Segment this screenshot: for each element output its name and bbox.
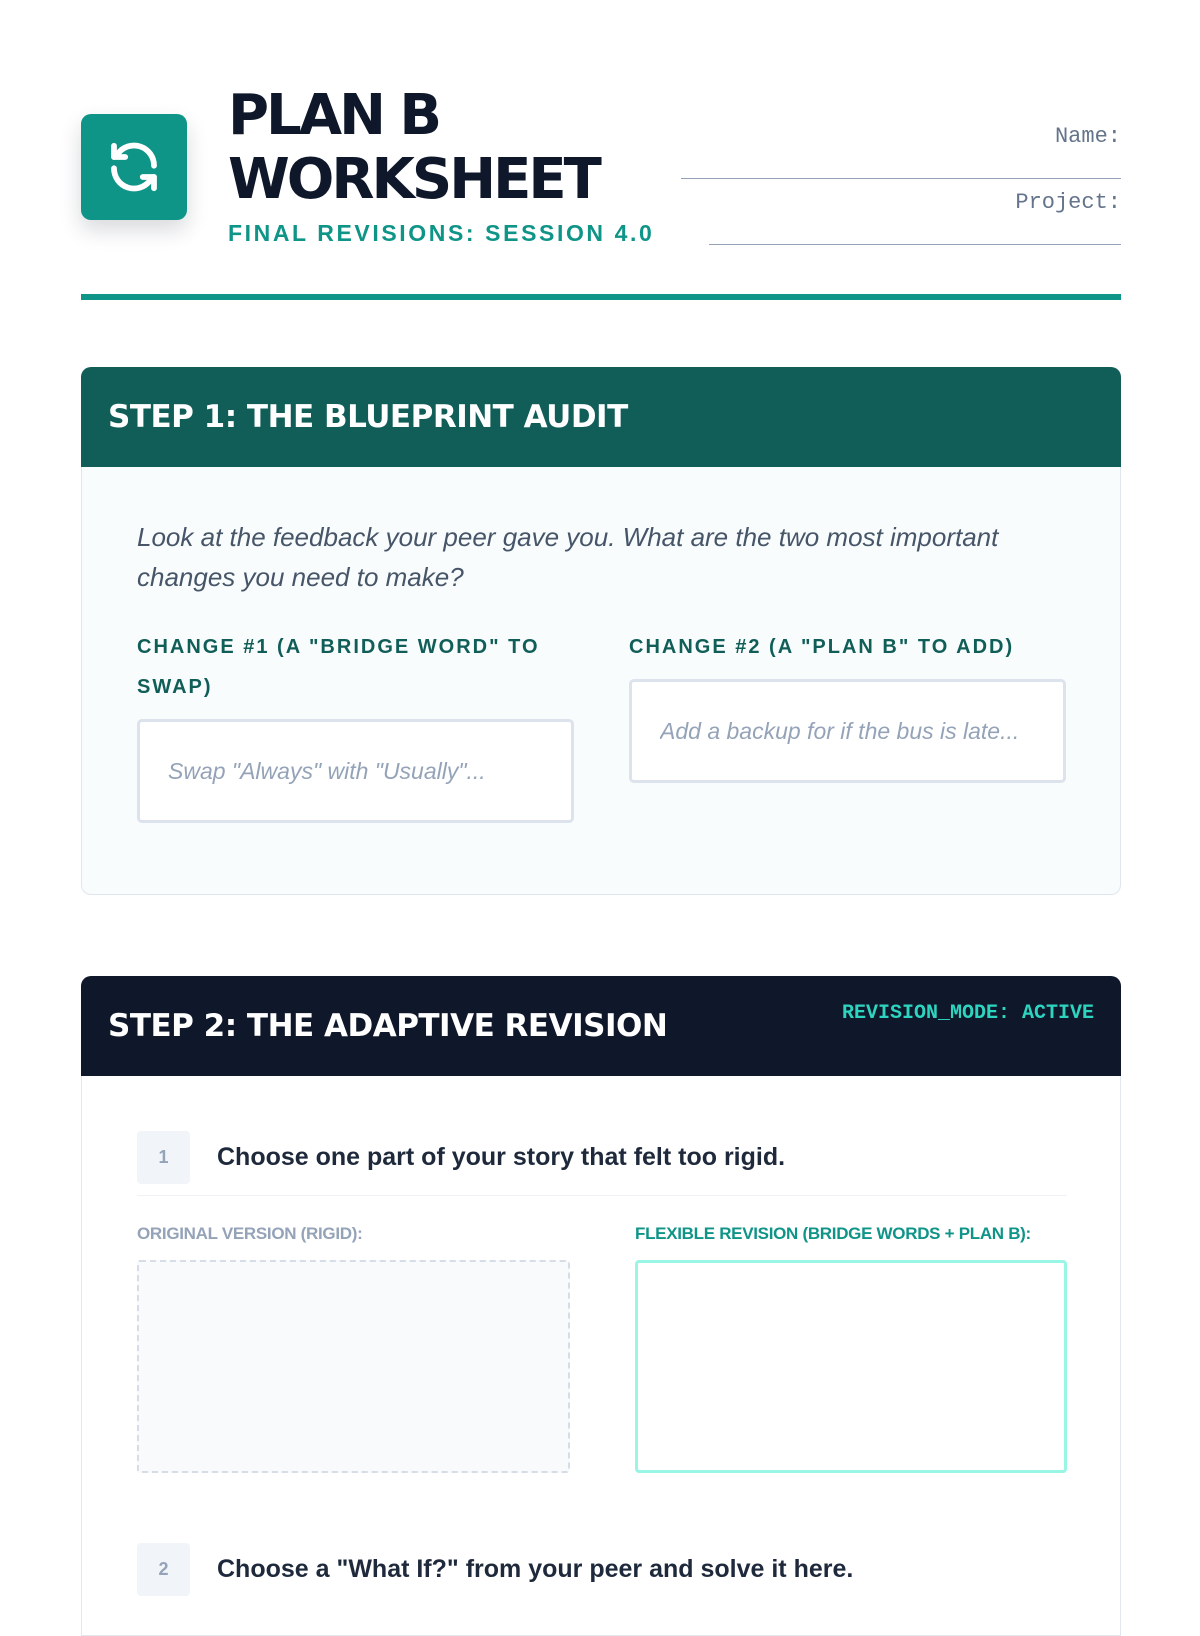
change-1-label: CHANGE #1 (A "BRIDGE WORD" TO SWAP) (137, 636, 540, 698)
task-item (137, 1542, 1067, 1596)
worksheet-header (81, 84, 1121, 264)
task-item (137, 1130, 1067, 1184)
original-version-box[interactable] (137, 1260, 570, 1473)
logo-badge (81, 114, 187, 220)
task-divider (137, 1195, 1067, 1196)
task-number-badge: 1 (137, 1131, 190, 1184)
step-2-header (81, 976, 1121, 1076)
change-2-input[interactable] (629, 679, 1066, 783)
page-title-line-1: PLAN B (228, 83, 440, 148)
refresh-icon (104, 137, 164, 197)
task-number-badge: 2 (137, 1543, 190, 1596)
flexible-revision-box[interactable] (635, 1260, 1067, 1473)
flexible-revision-label: FLEXIBLE REVISION (BRIDGE WORDS + PLAN B): (635, 1224, 1031, 1243)
step-1-body (81, 467, 1121, 895)
revision-mode-badge: REVISION_MODE: ACTIVE (841, 1002, 1094, 1025)
header-divider (81, 294, 1121, 300)
change-2-column (629, 627, 1066, 783)
step-1-title: STEP 1: THE BLUEPRINT AUDIT (108, 399, 628, 435)
change-1-column (137, 627, 574, 823)
step-2-body (81, 1076, 1121, 1636)
original-version-label: ORIGINAL VERSION (RIGID): (137, 1224, 363, 1243)
page-title-line-2: WORKSHEET (228, 147, 599, 212)
step-1-card (81, 367, 1121, 895)
project-label: Project: (1015, 190, 1121, 215)
step-2-card (81, 976, 1121, 1616)
project-line[interactable] (709, 244, 1121, 245)
name-label: Name: (1054, 124, 1121, 149)
step-1-prompt: Look at the feedback your peer gave you. What are the two most important changes you need to make? (137, 522, 999, 592)
change-1-input[interactable] (137, 719, 574, 823)
change-2-label: CHANGE #2 (A "PLAN B" TO ADD) (629, 636, 1015, 658)
page-title (228, 84, 599, 212)
step-2-title: STEP 2: THE ADAPTIVE REVISION (108, 1008, 668, 1044)
step-1-header (81, 367, 1121, 467)
session-subtitle: FINAL REVISIONS: SESSION 4.0 (228, 220, 655, 246)
name-line[interactable] (681, 178, 1121, 179)
task-instruction: Choose a "What If?" from your peer and solve it here. (217, 1554, 854, 1583)
task-instruction: Choose one part of your story that felt too rigid. (217, 1142, 786, 1171)
